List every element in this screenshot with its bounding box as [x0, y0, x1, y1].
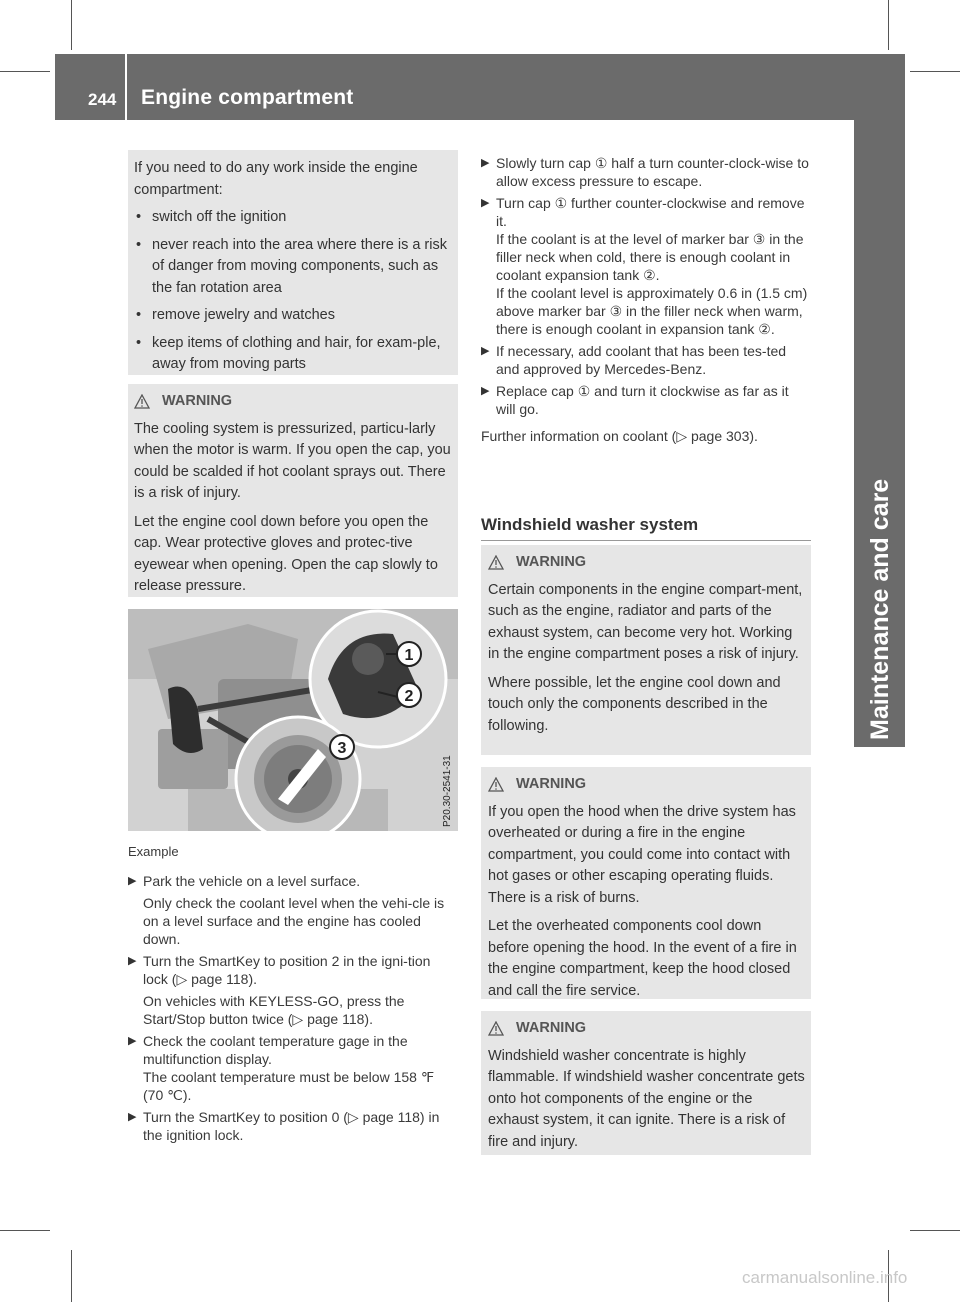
- step-text: Turn the SmartKey to position 2 in the igni-tion lock (▷ page 118).: [143, 953, 431, 987]
- warning-paragraph: Let the engine cool down before you open the cap. Wear protective gloves and protec-tive eyewear when opening. Open the cap slowly to release pressure.: [134, 513, 438, 594]
- warning-paragraph: Windshield washer concentrate is highly flammable. If windshield washer concentrate gets onto hot components of the engine or the exhaust system, it can ignite. There is a risk of fire and injury.: [488, 1047, 805, 1150]
- step-text: Turn the SmartKey to position 0 (▷ page 118) in the ignition lock.: [143, 1109, 440, 1143]
- warning-triangle-icon: [488, 555, 504, 570]
- warning-paragraph: Certain components in the engine compart-ment, such as the engine, radiator and parts of the exhaust system, can become very hot. Working in the engine compartment poses a risk of injury.: [488, 581, 803, 662]
- list-item: • remove jewelry and watches: [134, 305, 452, 327]
- step-item: [128, 1108, 458, 1144]
- section-heading: Windshield washer system: [481, 515, 699, 534]
- crop-mark: [910, 71, 960, 72]
- step-subtext: On vehicles with KEYLESS-GO, press the Start/Stop button twice (▷ page 118).: [143, 993, 405, 1027]
- warning-triangle-icon: [488, 777, 504, 792]
- left-steps: [128, 842, 458, 1148]
- callout-3: 3: [337, 740, 347, 757]
- step-text: Turn cap ① further counter-clockwise and remove it.: [496, 195, 805, 229]
- warning-text: [488, 552, 806, 744]
- right-steps: [481, 154, 811, 446]
- crop-mark: [0, 71, 50, 72]
- warning-paragraph: If you open the hood when the drive system has overheated or during a fire in the engine compartment, you could come into contact with hot gases or other escaping operating fluids. There is a risk of burns.: [488, 803, 796, 906]
- heading-rule: [481, 540, 811, 541]
- warning-title-label: WARNING: [516, 1020, 587, 1036]
- engine-illustration: [128, 609, 458, 831]
- step-item: [481, 154, 811, 190]
- step-arrow-icon: ▶: [128, 875, 137, 887]
- warning-title: [488, 774, 806, 796]
- crop-mark: [71, 1250, 72, 1302]
- step-arrow-icon: ▶: [481, 385, 490, 397]
- step-arrow-icon: ▶: [481, 157, 490, 169]
- warning-title-label: WARNING: [516, 776, 587, 792]
- step-item: [128, 952, 458, 1028]
- crop-mark: [910, 1230, 960, 1231]
- warning-title-label: WARNING: [162, 393, 233, 409]
- warning-paragraph: Where possible, let the engine cool down and touch only the components described in the following.: [488, 674, 781, 734]
- warning-triangle-icon: [134, 394, 150, 409]
- step-arrow-icon: ▶: [481, 197, 490, 209]
- figure-code: P20.30-2541-31: [442, 755, 453, 827]
- step-item: [481, 342, 811, 378]
- warning-text: [488, 1018, 806, 1160]
- step-subtext: The coolant temperature must be below 158 ℉ (70 ℃).: [143, 1069, 435, 1103]
- callout-2: 2: [404, 688, 414, 705]
- step-text: Park the vehicle on a level surface.: [143, 873, 361, 889]
- warning-title: [134, 391, 452, 413]
- step-arrow-icon: ▶: [128, 955, 137, 967]
- list-item: • keep items of clothing and hair, for exam-ple, away from moving parts: [134, 333, 452, 376]
- step-arrow-icon: ▶: [128, 1035, 137, 1047]
- intro-text: [134, 158, 452, 382]
- list-item: • switch off the ignition: [134, 207, 452, 229]
- header-divider: [125, 54, 127, 120]
- crop-mark: [0, 1230, 50, 1231]
- step-text: If necessary, add coolant that has been tes-ted and approved by Mercedes-Benz.: [496, 343, 787, 377]
- step-text: Slowly turn cap ① half a turn counter-clock-wise to allow excess pressure to escape.: [496, 155, 809, 189]
- intro-bullets: [134, 207, 452, 376]
- step-text: Replace cap ① and turn it clockwise as far as it will go.: [496, 383, 789, 417]
- warning-paragraph: The cooling system is pressurized, particu-larly when the motor is warm. If you open the cap, you could be scalded if hot coolant sprays out. There is a risk of injury.: [134, 420, 451, 501]
- page-title: Engine compartment: [141, 86, 354, 109]
- list-item: • never reach into the area where there is a risk of danger from moving components, such as the fan rotation area: [134, 235, 452, 300]
- step-subtext: If the coolant is at the level of marker bar ③ in the filler neck when cold, there is enough coolant in coolant expansion tank ②.: [496, 231, 804, 283]
- side-tab-label: Maintenance and care: [866, 478, 894, 740]
- footer-watermark: carmanualsonline.info: [742, 1268, 908, 1287]
- step-subtext: If the coolant level is approximately 0.6 in (1.5 cm) above marker bar ③ in the filler neck when warm, there is enough coolant in expansion tank ②.: [496, 285, 808, 337]
- warning-text: [488, 774, 806, 1009]
- further-info: Further information on coolant (▷ page 303).: [481, 428, 758, 444]
- warning-triangle-icon: [488, 1021, 504, 1036]
- step-text: Check the coolant temperature gage in the multifunction display.: [143, 1033, 408, 1067]
- step-subtext: Only check the coolant level when the vehi-cle is on a level surface and the engine has cooled down.: [143, 895, 445, 947]
- engine-photo: [128, 609, 458, 831]
- page-number: 244: [88, 90, 117, 109]
- warning-title-label: WARNING: [516, 554, 587, 570]
- warning-title: [488, 1018, 806, 1040]
- step-item: [128, 872, 458, 948]
- step-arrow-icon: ▶: [481, 345, 490, 357]
- warning-title: [488, 552, 806, 574]
- callout-1: 1: [404, 647, 414, 664]
- crop-mark: [71, 0, 72, 50]
- step-item: [128, 1032, 458, 1104]
- step-item: [481, 382, 811, 418]
- intro-lead: If you need to do any work inside the engine compartment:: [134, 160, 418, 198]
- step-arrow-icon: ▶: [128, 1111, 137, 1123]
- figure-caption: Example: [128, 844, 179, 859]
- crop-mark: [888, 0, 889, 50]
- warning-text: [134, 391, 452, 605]
- warning-paragraph: Let the overheated components cool down before opening the hood. In the event of a fire in the engine compartment, keep the hood closed and call the fire service.: [488, 918, 797, 999]
- step-item: [481, 194, 811, 338]
